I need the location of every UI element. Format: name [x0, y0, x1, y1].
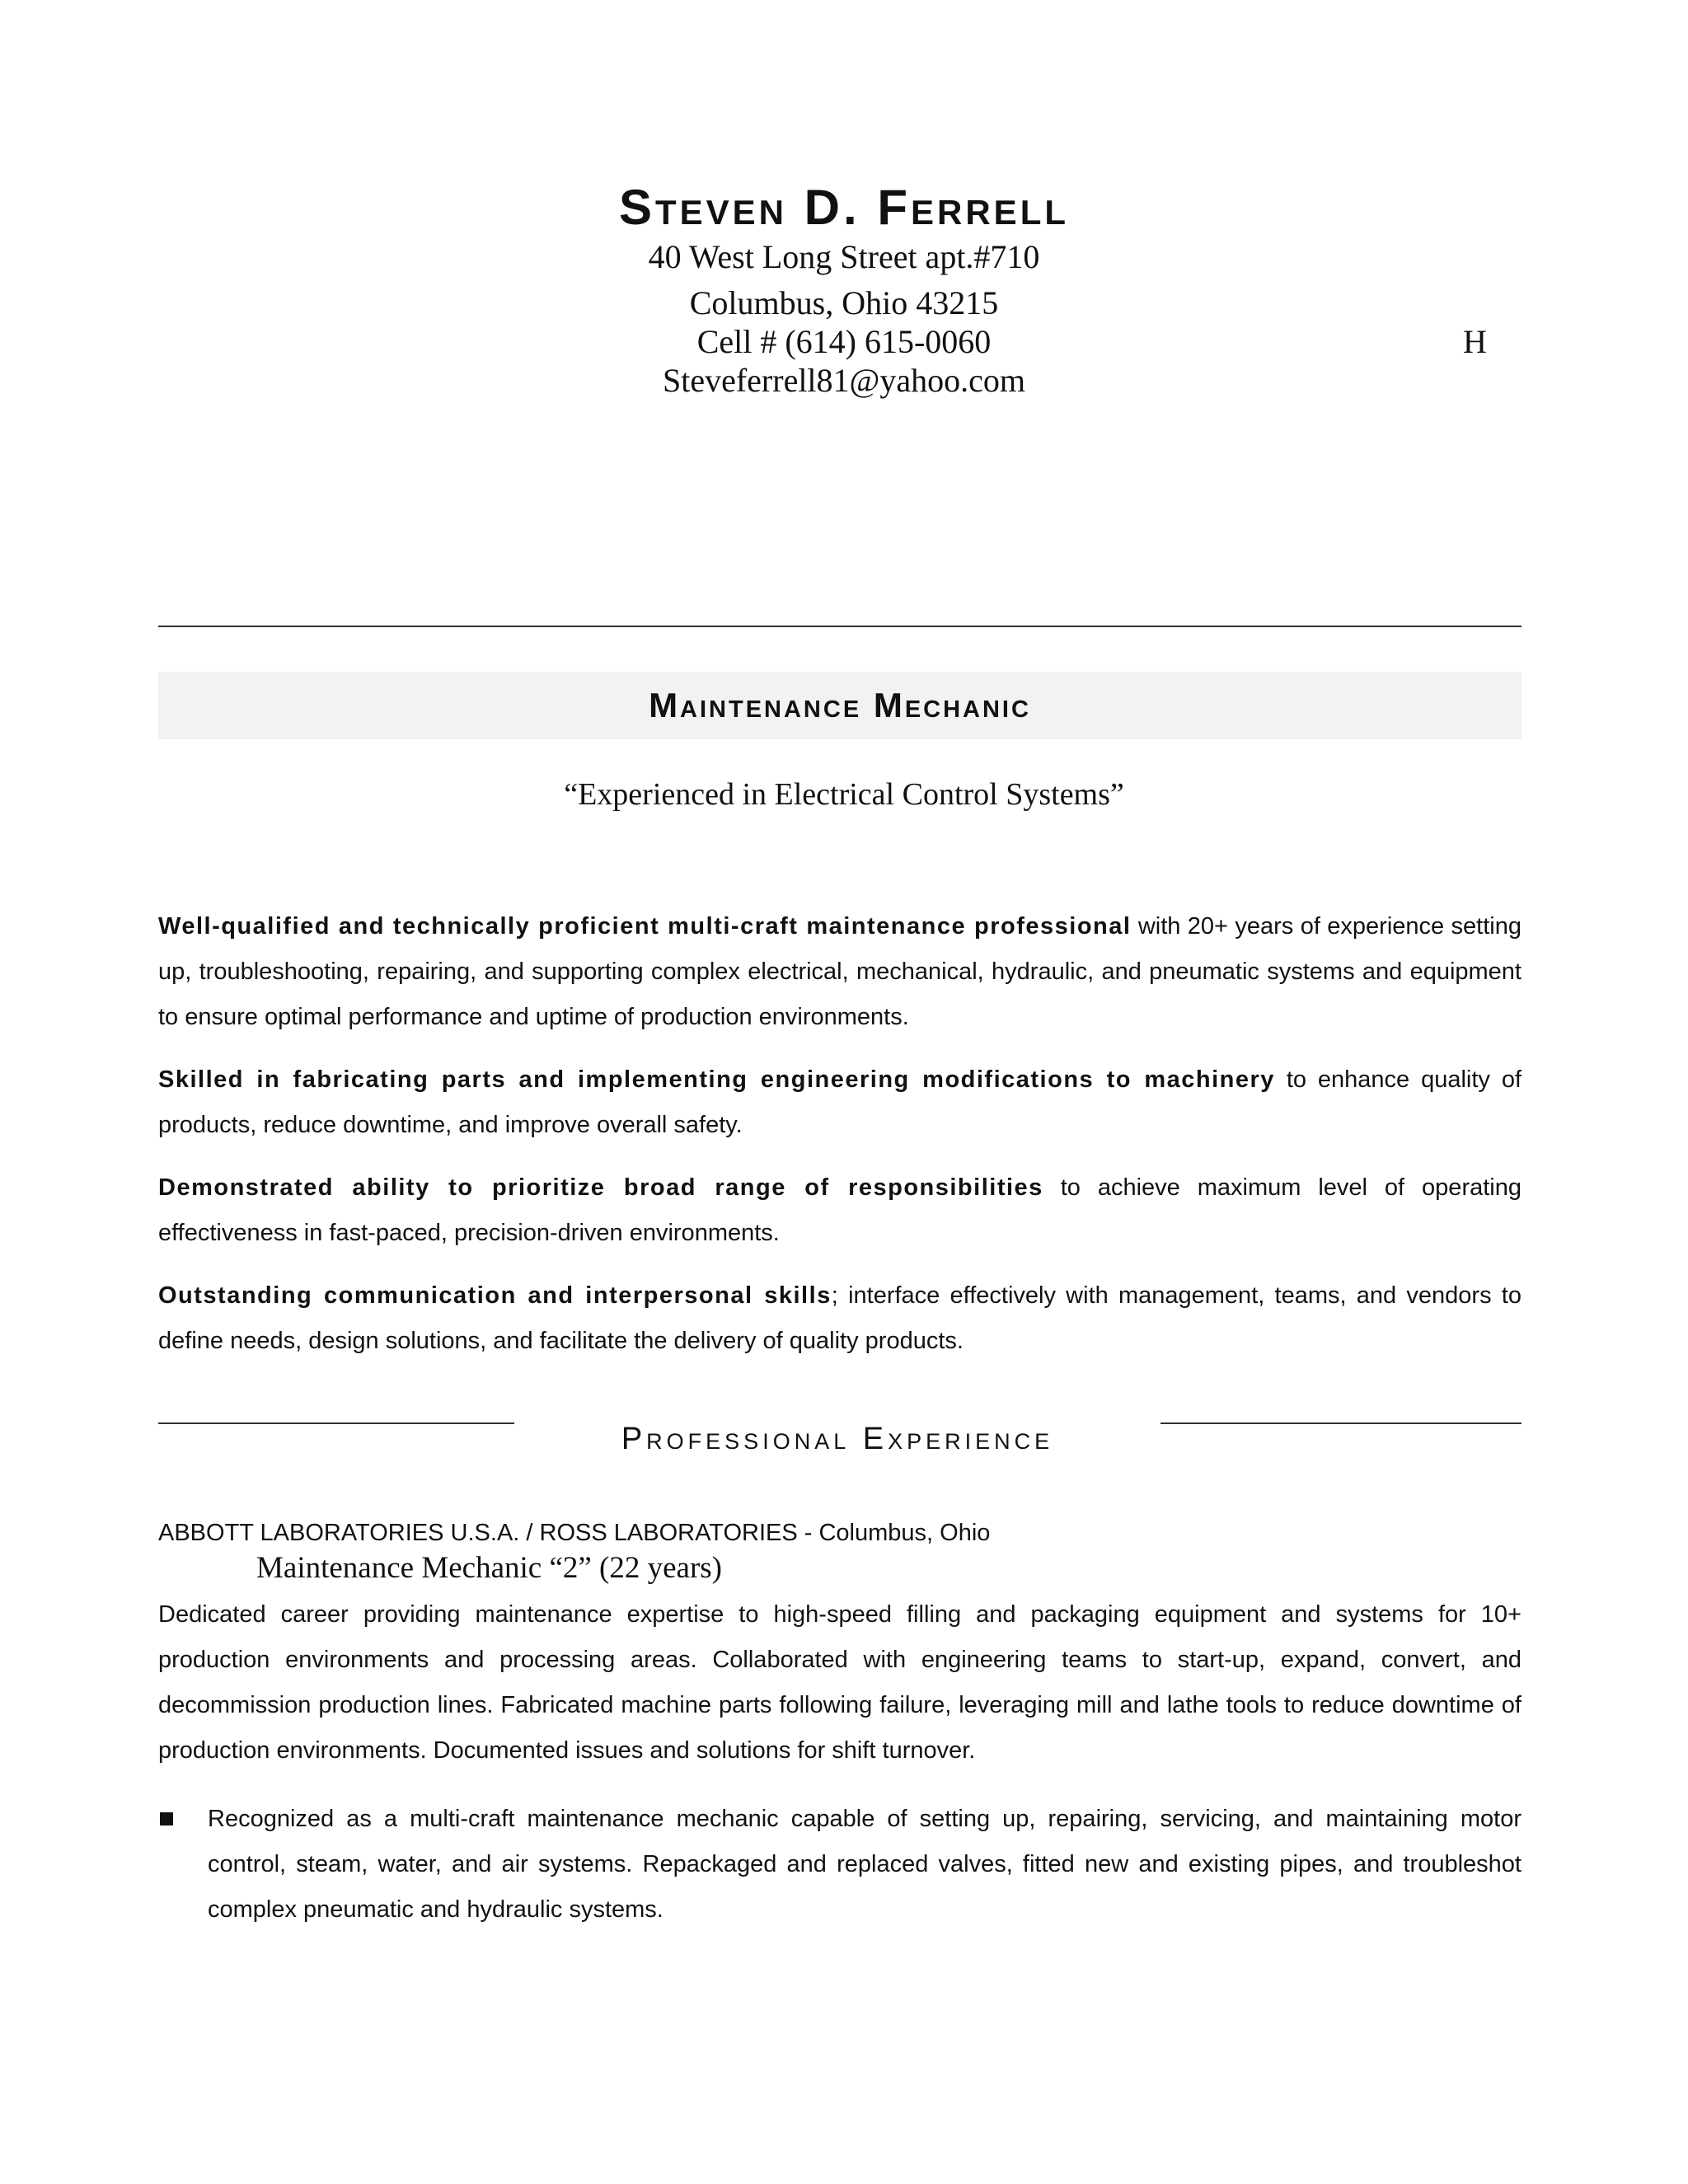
- address-city: Columbus, Ohio 43215: [689, 284, 999, 321]
- phone-number: Cell # (614) 615-0060: [696, 323, 992, 360]
- summary-paragraph: [158, 1057, 1522, 1148]
- email-address: Steveferrell81@yahoo.com: [662, 362, 1026, 399]
- section-divider-left: [158, 1422, 514, 1424]
- summary-text: ; interface effectively with management, teams, and vendors to define needs, design solutions, and facilitate the delivery of quality products.: [158, 1282, 1522, 1354]
- employer-line: ABBOTT LABORATORIES U.S.A. / ROSS LABORATORIES - Columbus, Ohio: [158, 1520, 991, 1546]
- summary-paragraph: [158, 1273, 1522, 1364]
- address-street: 40 West Long Street apt.#710: [648, 238, 1040, 275]
- experience-bullet: Recognized as a multi-craft maintenance mechanic capable of setting up, repairing, servicing, and maintaining motor control, steam, water, and air systems. Repackaged and replaced valves, fitted new and existing pipes, and troubleshot complex pneumatic and hydraulic systems.: [208, 1806, 1522, 1923]
- summary-highlight: Demonstrated ability to prioritize broad range of responsibilities: [158, 1174, 1043, 1201]
- job-title: Maintenance Mechanic: [649, 686, 1031, 724]
- summary-highlight: Well-qualified and technically proficient multi-craft maintenance professional: [158, 913, 1132, 940]
- stray-letter: H: [1463, 323, 1487, 360]
- summary-text: to enhance quality of products, reduce downtime, and improve overall safety.: [158, 1066, 1522, 1138]
- summary-highlight: Skilled in fabricating parts and implementing engineering modifications to machinery: [158, 1066, 1275, 1093]
- tagline: “Experienced in Electrical Control Systems”: [564, 777, 1124, 812]
- candidate-name: Steven D. Ferrell: [618, 180, 1070, 235]
- experience-description: Dedicated career providing maintenance expertise to high-speed filling and packaging equipment and systems for 10+ production environments and processing areas. Collaborated with engineering teams to start-up, expand, convert, and decommission production lines. Fabricated machine parts following failure, leveraging mill and lathe tools to reduce downtime of production environments. Documented issues and solutions for shift turnover.: [158, 1601, 1522, 1764]
- job-role: Maintenance Mechanic “2” (22 years): [256, 1551, 722, 1585]
- experience-heading: Professional Experience: [621, 1422, 1054, 1456]
- summary-text: with 20+ years of experience setting up, troubleshooting, repairing, and supporting complex electrical, mechanical, hydraulic, and pneumatic systems and equipment to ensure optimal performance and uptime of production environments.: [158, 913, 1522, 1030]
- header-divider: [158, 626, 1522, 627]
- title-band: [158, 672, 1522, 739]
- section-divider-right: [1160, 1422, 1522, 1424]
- summary-paragraph: [158, 904, 1522, 1040]
- summary-highlight: Outstanding communication and interpersonal skills: [158, 1282, 832, 1309]
- summary-text: to achieve maximum level of operating effectiveness in fast-paced, precision-driven environments.: [158, 1174, 1522, 1246]
- summary-paragraph: [158, 1165, 1522, 1256]
- square-bullet-icon: [160, 1812, 173, 1825]
